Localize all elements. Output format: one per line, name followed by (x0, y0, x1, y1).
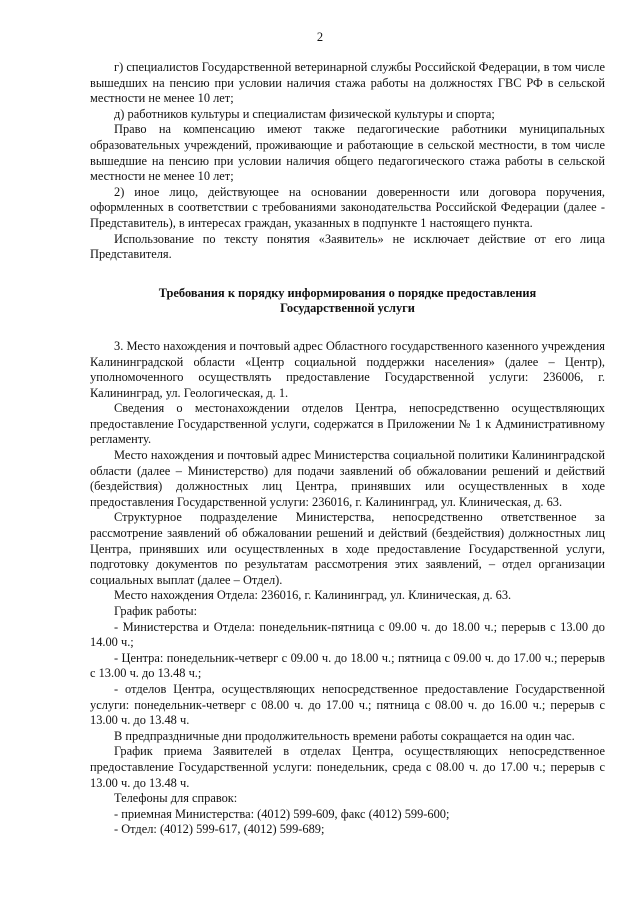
paragraph-applicant-term: Использование по тексту понятия «Заявитель» не исключает действие от его лица Представителя. (90, 231, 605, 262)
section-title (110, 286, 585, 317)
paragraph-schedule-heading: График работы: (114, 604, 198, 618)
paragraph-phone-ministry: - приемная Министерства: (4012) 599-609, факс (4012) 599-600; (114, 806, 450, 821)
paragraph-schedule-center: - Центра: понедельник-четверг с 09.00 ч. до 18.00 ч.; пятница с 09.00 ч. до 17.00 ч.; перерыв с 13.00 ч. до 13.48 ч.; (90, 650, 605, 681)
paragraph-department-location: Место нахождения Отдела: 236016, г. Калининград, ул. Клиническая, д. 63. (114, 588, 512, 603)
paragraph-phones-heading: Телефоны для справок: (114, 791, 238, 806)
section-title-line-2: Государственной услуги (280, 301, 415, 316)
paragraph-representative: 2) иное лицо, действующее на основании доверенности или договора поручения, оформленных в соответствии с требованиями законодательства Российской Федерации (далее - Представитель), в интересах граждан, указанных в подпункте 1 настоящего пункта. (90, 184, 605, 230)
paragraph-reception-schedule: График приема Заявителей в отделах Центра, осуществляющих непосредственное предоставление Государственной услуги: понедельник, среда с 08.00 ч. до 17.00 ч.; перерыв с 13.00 ч. до 13.48 ч. (90, 744, 605, 790)
paragraph-preholiday: В предпраздничные дни продолжительность времени работы сокращается на один час. (114, 728, 575, 743)
paragraph-teachers-compensation: Право на компенсацию имеют также педагогические работники муниципальных образовательных учреждений, проживающие и работающие в сельской местности, в том числе вышедшие на пенсию при условии наличия общего педагогического стажа работы в сельской местности не менее 10 лет; (90, 122, 605, 184)
paragraph-phone-department: - Отдел: (4012) 599-617, (4012) 599-689; (114, 822, 325, 837)
paragraph-schedule-ministry: - Министерства и Отдела: понедельник-пятница с 09.00 ч. до 18.00 ч.; перерыв с 13.00 до 14.00 ч.; (90, 619, 605, 650)
document-body (90, 60, 605, 838)
section-title-line-1: Требования к порядку информирования о порядке предоставления (158, 285, 537, 300)
page-number: 2 (316, 30, 324, 44)
paragraph-culture-workers: д) работников культуры и специалистам физической культуры и спорта; (114, 106, 495, 121)
paragraph-schedule-departments: - отделов Центра, осуществляющих непосредственное предоставление Государственной услуги: понедельник-четверг с 08.00 ч. до 17.00 ч.; пятница с 08.00 ч. до 16.00 ч.; перерыв с 13.00 ч. до 13.48 ч. (90, 681, 605, 728)
paragraph-structural-unit: Структурное подразделение Министерства, непосредственно ответственное за рассмотрение заявлений об обжаловании решений и действий (бездействия) должностных лиц Центра, принявших или осуществленных в ходе предоставление Государственной услуги, подготовку документов по результатам рассмотрения этих заявлений, – отдел организации социальных выплат (далее – Отдел). (90, 510, 605, 587)
paragraph-ministry-location: Место нахождения и почтовый адрес Министерства социальной политики Калининградской области (далее – Министерство) для подачи заявлений об обжаловании решений и действий (бездействия) должностных лиц Центра, принявших или осуществленных в ходе предоставления Государственной услуги: 236016, г. Калининград, ул. Клиническая, д. 63. (90, 448, 605, 509)
paragraph-vet-service: г) специалистов Государственной ветеринарной службы Российской Федерации, в том числе вышедших на пенсию при условии наличия стажа работы на должностях ГВС РФ в сельской местности не менее 10 лет; (90, 60, 605, 106)
paragraph-center-location: 3. Место нахождения и почтовый адрес Областного государственного казенного учреждения Калининградской области «Центр социальной поддержки населения» (далее – Центр), уполномоченного осуществлять предоставление Государственной услуги: 236006, г. Калининград, ул. Геологическая, д. 1. (90, 338, 605, 400)
paragraph-departments-info: Сведения о местонахождении отделов Центра, непосредственно осуществляющих предоставление Государственной услуги, содержатся в Приложении № 1 к Административному регламенту. (90, 401, 605, 447)
